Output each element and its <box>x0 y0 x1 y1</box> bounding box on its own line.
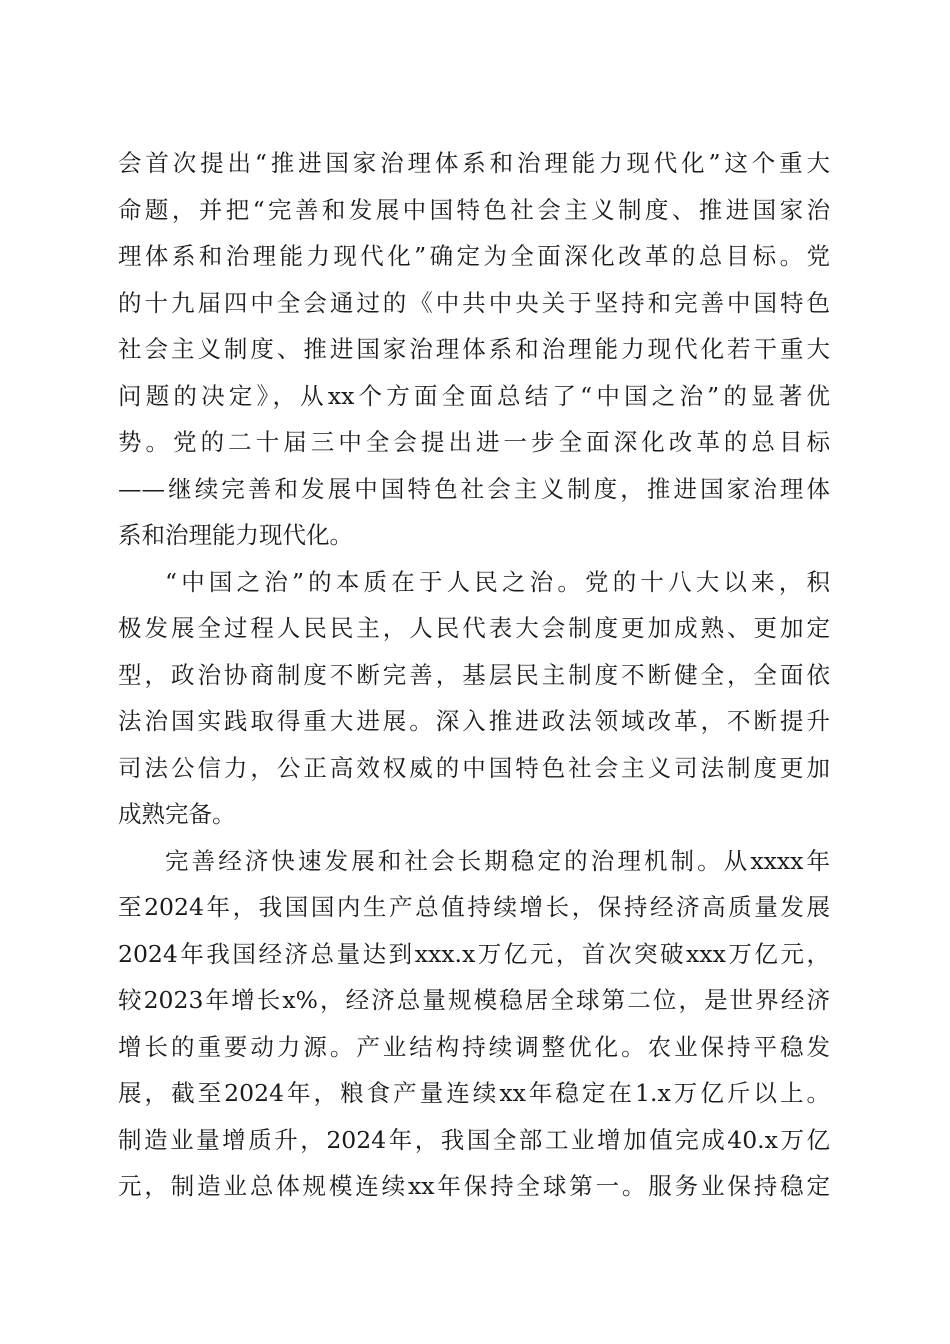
text-line: 元，制造业总体规模连续xx年保持全球第一。服务业保持稳定 <box>118 1172 830 1200</box>
text-line: 社会主义制度、推进国家治理体系和治理能力现代化若干重大 <box>118 335 830 363</box>
text-line: 司法公信力，公正高效权威的中国特色社会主义司法制度更加 <box>118 753 830 782</box>
text-line: 系和治理能力现代化。 <box>118 521 353 549</box>
text-line: “中国之治”的本质在于人民之治。党的十八大以来，积 <box>165 567 830 596</box>
text-line: 增长的重要动力源。产业结构持续调整优化。农业保持平稳发 <box>118 1032 830 1061</box>
text-line: 法治国实践取得重大进展。深入推进政法领域改革，不断提升 <box>118 707 830 735</box>
text-line: 完善经济快速发展和社会长期稳定的治理机制。从xxxx年 <box>165 846 830 875</box>
text-line: 会首次提出“推进国家治理体系和治理能力现代化”这个重大 <box>118 149 830 177</box>
paragraph-economic-development <box>118 838 830 1210</box>
text-line: ——继续完善和发展中国特色社会主义制度，推进国家治理体 <box>118 474 830 503</box>
text-line: 的十九届四中全会通过的《中共中央关于坚持和完善中国特色 <box>118 288 830 317</box>
paragraph-governance-goal <box>118 140 830 559</box>
text-line: 较2023年增长x%，经济总量规模稳居全球第二位，是世界经济 <box>118 986 830 1014</box>
text-line: 型，政治协商制度不断完善，基层民主制度不断健全，全面依 <box>118 660 830 689</box>
text-line: 命题，并把“完善和发展中国特色社会主义制度、推进国家治 <box>118 195 830 224</box>
text-line: 2024年我国经济总量达到xxx.x万亿元，首次突破xxx万亿元， <box>118 939 830 968</box>
text-line: 成熟完备。 <box>118 800 236 828</box>
text-line: 制造业量增质升，2024年，我国全部工业增加值完成40.x万亿 <box>118 1125 830 1154</box>
paragraph-people-governance <box>118 559 830 838</box>
text-line: 问题的决定》，从xx个方面全面总结了“中国之治”的显著优 <box>118 381 830 410</box>
text-line: 势。党的二十届三中全会提出进一步全面深化改革的总目标 <box>118 428 830 456</box>
text-line: 展，截至2024年，粮食产量连续xx年稳定在1.x万亿斤以上。 <box>118 1079 830 1107</box>
text-line: 极发展全过程人民民主，人民代表大会制度更加成熟、更加定 <box>118 614 830 642</box>
text-line: 理体系和治理能力现代化”确定为全面深化改革的总目标。党 <box>118 242 830 270</box>
document-body <box>118 140 830 1210</box>
text-line: 至2024年，我国国内生产总值持续增长，保持经济高质量发展 <box>118 893 830 921</box>
